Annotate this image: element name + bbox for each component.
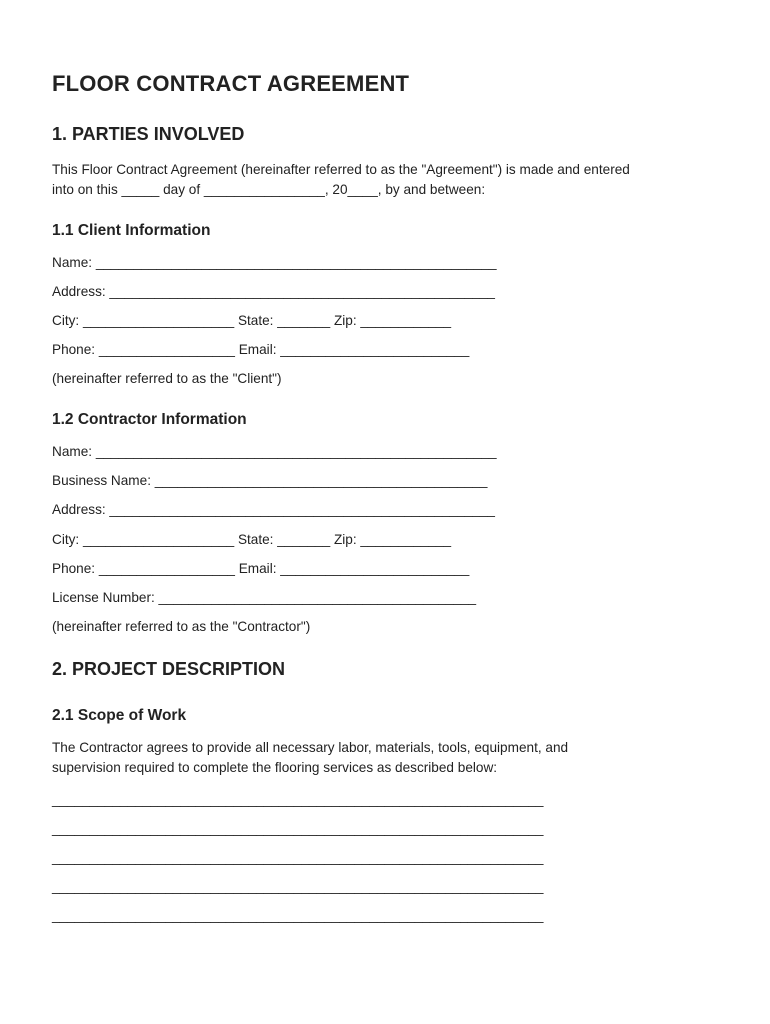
scope-blank-line: _________________________________________________________________: [52, 850, 544, 865]
scope-blank-line: _________________________________________________________________: [52, 821, 544, 836]
contractor-phone-email-field: Phone: __________________ Email: _________________________: [52, 561, 470, 576]
scope-of-work-heading: 2.1 Scope of Work: [52, 707, 187, 724]
contractor-business-name-field: Business Name: ____________________________________________: [52, 473, 488, 488]
scope-blank-line: _________________________________________________________________: [52, 792, 544, 807]
scope-intro-line-2: supervision required to complete the flooring services as described below:: [52, 760, 498, 775]
intro-line-2: into on this _____ day of ________________, 20____, by and between:: [52, 182, 486, 197]
contractor-city-state-zip-field: City: ____________________ State: _______ Zip: ____________: [52, 532, 452, 547]
client-city-state-zip-field: City: ____________________ State: _______ Zip: ____________: [52, 313, 452, 328]
scope-blank-line: _________________________________________________________________: [52, 879, 544, 894]
contractor-designation-note: (hereinafter referred to as the "Contractor"): [52, 619, 311, 634]
client-name-field: Name: _____________________________________________________: [52, 255, 497, 270]
contractor-license-number-field: License Number: __________________________________________: [52, 590, 477, 605]
document-title: FLOOR CONTRACT AGREEMENT: [52, 71, 410, 96]
contractor-name-field: Name: _____________________________________________________: [52, 444, 497, 459]
client-designation-note: (hereinafter referred to as the "Client"): [52, 371, 282, 386]
client-address-field: Address: ___________________________________________________: [52, 284, 495, 299]
section-2-heading: 2. PROJECT DESCRIPTION: [52, 659, 286, 679]
intro-line-1: This Floor Contract Agreement (hereinafter referred to as the "Agreement") is made and entered: [52, 162, 630, 177]
client-info-heading: 1.1 Client Information: [52, 222, 211, 239]
scope-blank-line: _________________________________________________________________: [52, 908, 544, 923]
contractor-address-field: Address: ___________________________________________________: [52, 502, 495, 517]
section-1-heading: 1. PARTIES INVOLVED: [52, 124, 245, 144]
client-phone-email-field: Phone: __________________ Email: _________________________: [52, 342, 470, 357]
scope-intro-line-1: The Contractor agrees to provide all necessary labor, materials, tools, equipment, and: [52, 740, 569, 755]
contractor-info-heading: 1.2 Contractor Information: [52, 411, 247, 428]
